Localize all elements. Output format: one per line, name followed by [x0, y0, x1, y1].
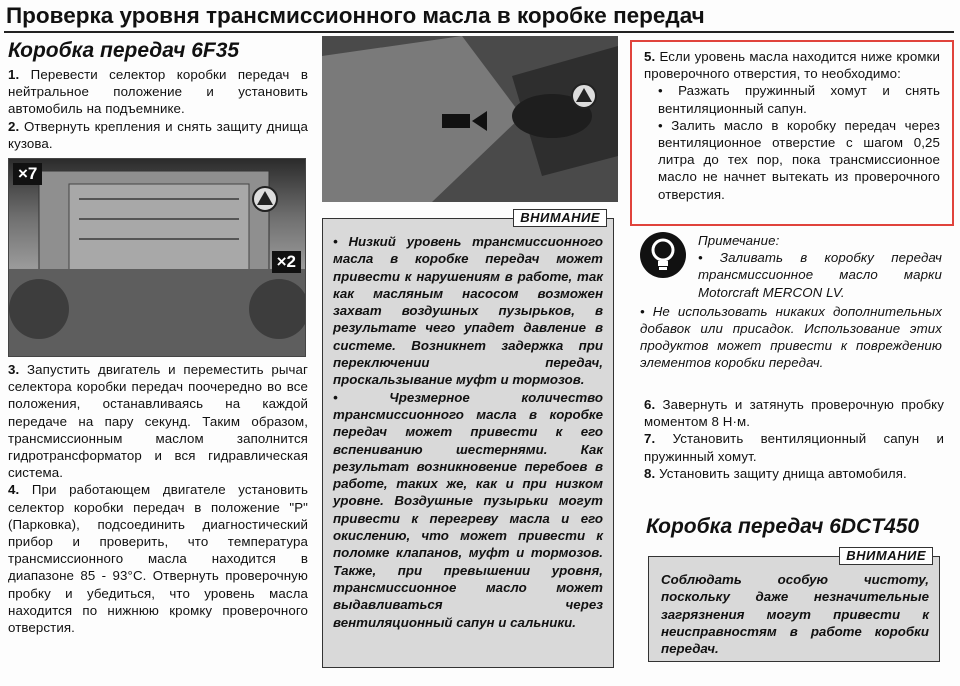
step-2: 2. Отвернуть крепления и снять защиту днища кузова. — [8, 118, 308, 151]
warning-paragraph-overfill: • Чрезмерное количество трансмиссионного масла в коробке передач может привести к его вспениванию шестернями. Как результат возникновение перебоев в работе, таких же, как и при низком уровне. Воздушные пузырьки могут привести к перегреву масла и его окислению, что может привести к поломке клапанов, муфт и тормозов. Также, при превышении уровня, трансмиссионное масло может выдавливаться через вентиляционный сапун и сальники. — [333, 389, 603, 630]
step-7: 7. Установить вентиляционный сапун и пружинный хомут. — [644, 431, 945, 464]
section-heading-6f35: Коробка передач 6F35 — [8, 39, 240, 62]
step-6: 6. Завернуть и затянуть проверочную пробку моментом 8 Н·м. — [644, 397, 945, 430]
step-4: 4. При работающем двигателе установить селектор коробки передач в положение "P" (Парковка), подсоединить диагностический прибор и проверить, что температура трансмиссионного масла находится в диапазоне 85 - 93°С. Отвернуть проверочную пробку и убедиться, что уровень масла находится по нижнюю кромку проверочного отверстия. — [8, 482, 309, 636]
warning-label: ВНИМАНИЕ — [513, 209, 607, 227]
step-3: 3. Запустить двигатель и переместить рычаг селектора коробки передач поочередно во все положения, останавливаясь на каждой передаче на пару секунд. Таким образом, трансмиссионным маслом заполнится гидротрансформатор и вся гидравлическая система. — [8, 362, 308, 481]
note-paragraph-2: • Не использовать никаких дополнительных добавок или присадок. Использование этих продуктов может привести к повреждению элементов коробки передач. — [640, 303, 942, 371]
underbody-photo — [8, 158, 306, 357]
gearbox-illustration — [322, 36, 618, 202]
step-5-bullet-1: • Разжать пружинный хомут и снять вентиляционный сапун. — [658, 83, 940, 116]
quantity-badge-x2: ×2 — [272, 251, 301, 273]
warning-box-cleanliness — [648, 548, 940, 662]
underbody-illustration — [9, 159, 305, 356]
note-block — [640, 232, 942, 372]
quantity-badge-x7: ×7 — [13, 163, 42, 185]
warning-text — [333, 233, 603, 631]
title-rule — [4, 31, 954, 33]
step-1: 1. Перевести селектор коробки передач в нейтральное положение и установить автомобиль на подъемнике. — [8, 67, 308, 117]
page-title: Проверка уровня трансмиссионного масла в коробке передач — [6, 3, 705, 28]
warning-text-2 — [661, 571, 929, 657]
note-paragraph-1: • Заливать в коробку передач трансмиссионное масло марки Motorcraft MERCON LV. — [698, 250, 942, 300]
section-heading-6dct450: Коробка передач 6DCT450 — [646, 515, 920, 538]
warning-label-2: ВНИМАНИЕ — [839, 547, 933, 565]
step-8: 8. Установить защиту днища автомобиля. — [644, 465, 907, 481]
step-5-bullet-2: • Залить масло в коробку передач через вентиляционное отверстие с шагом 0,25 литра до тех пор, пока трансмиссионное масло не начнет вытекать из проверочного отверстия. — [658, 117, 940, 202]
warning-paragraph-low-level: • Низкий уровень трансмиссионного масла в коробке передач может привести к нарушениям в работе, так как масляным насосом возможен захват воздушных пузырьков, в результате чего упадет давление в системе. Возникнет задержка при переключении передач, проскальзывание муфт и тормозов. — [333, 234, 603, 388]
final-steps — [644, 396, 944, 482]
gearbox-photo — [322, 36, 618, 202]
left-column — [8, 36, 308, 636]
warning-paragraph-cleanliness: Соблюдать особую чистоту, поскольку даже незначительные загрязнения могут привести к неисправностям в работе коробки передач. — [661, 572, 929, 657]
highlight-frame-step-5 — [630, 40, 954, 226]
step-5: 5. Если уровень масла находится ниже кромки проверочного отверстия, то необходимо: • Разжать пружинный хомут и снять вентиляционный сапун. • Залить масло в коробку передач через вентиляционное отверстие с шагом 0,25 литра до тех пор, пока трансмиссионное масло не начнет вытекать из проверочного отверстия. — [644, 49, 941, 202]
warning-box-low-level — [322, 210, 614, 668]
note-label: Примечание: — [698, 233, 780, 248]
